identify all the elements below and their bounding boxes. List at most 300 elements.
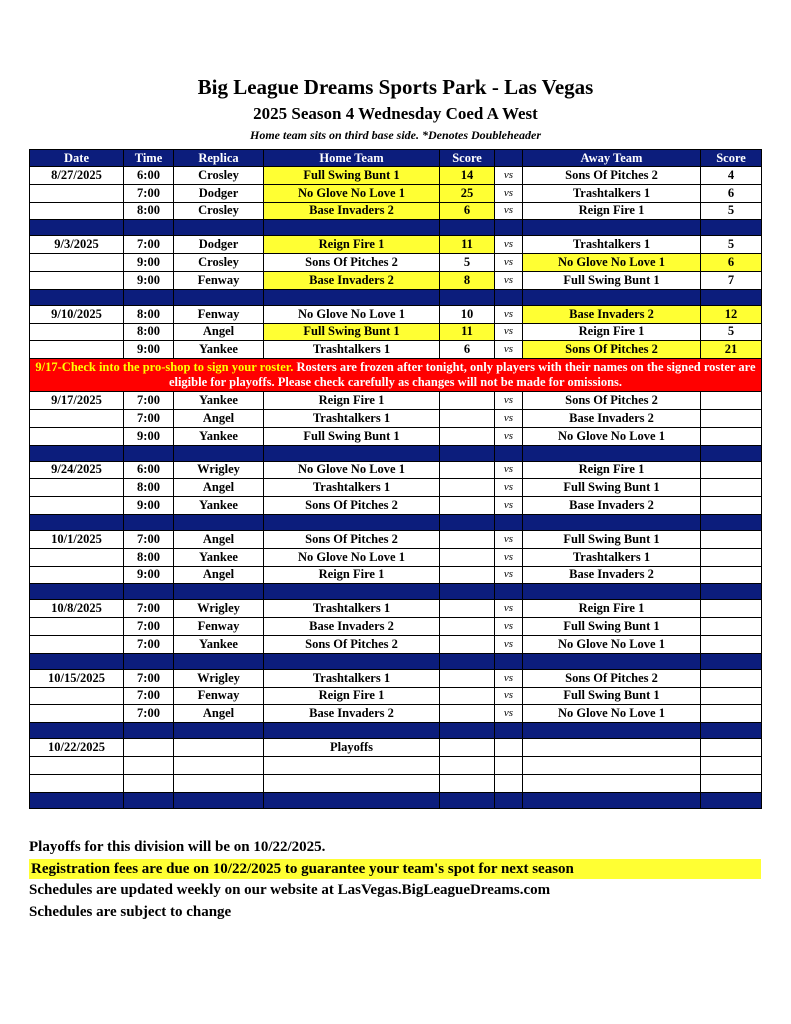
separator-cell <box>440 289 495 305</box>
game-replica: Dodger <box>174 236 264 254</box>
home-team: Base Invaders 2 <box>264 202 440 220</box>
game-row <box>30 305 762 323</box>
home-team: Reign Fire 1 <box>264 236 440 254</box>
game-row <box>30 548 762 566</box>
away-score <box>701 427 762 445</box>
game-time: 9:00 <box>124 566 174 584</box>
home-score <box>440 669 495 687</box>
vs-label <box>495 739 523 757</box>
separator-cell <box>30 653 124 669</box>
home-score <box>440 566 495 584</box>
game-row <box>30 427 762 445</box>
away-team: No Glove No Love 1 <box>523 427 701 445</box>
game-date <box>30 271 124 289</box>
separator-cell <box>495 723 523 739</box>
away-team: Full Swing Bunt 1 <box>523 479 701 497</box>
col-home-team-header: Home Team <box>264 150 440 167</box>
game-replica: Yankee <box>174 497 264 515</box>
away-score <box>701 548 762 566</box>
game-date <box>30 635 124 653</box>
game-time: 9:00 <box>124 254 174 272</box>
col-replica-header: Replica <box>174 150 264 167</box>
home-team: Reign Fire 1 <box>264 392 440 410</box>
separator-cell <box>174 584 264 600</box>
week-separator <box>30 723 762 739</box>
separator-cell <box>174 792 264 808</box>
game-replica <box>174 774 264 792</box>
away-score <box>701 566 762 584</box>
separator-cell <box>701 445 762 461</box>
game-row <box>30 497 762 515</box>
game-row <box>30 236 762 254</box>
game-date <box>30 756 124 774</box>
home-team: Full Swing Bunt 1 <box>264 323 440 341</box>
game-row <box>30 392 762 410</box>
home-score: 5 <box>440 254 495 272</box>
game-replica <box>174 739 264 757</box>
roster-notice-body: Rosters are frozen after tonight, only players with their names on the signed roster are eligible for playoffs. Please check carefully as changes will not be made for omissions. <box>168 360 756 390</box>
game-time: 7:00 <box>124 600 174 618</box>
separator-cell <box>701 792 762 808</box>
separator-cell <box>523 289 701 305</box>
page-title: Big League Dreams Sports Park - Las Vegas <box>197 75 594 99</box>
separator-cell <box>124 514 174 530</box>
away-score: 5 <box>701 323 762 341</box>
roster-notice-lead: 9/17-Check into the pro-shop to sign your roster. <box>35 360 294 375</box>
home-team: Base Invaders 2 <box>264 705 440 723</box>
separator-cell <box>440 653 495 669</box>
away-score: 6 <box>701 184 762 202</box>
game-row <box>30 461 762 479</box>
col-date-header: Date <box>30 150 124 167</box>
vs-label: vs <box>495 461 523 479</box>
away-team: Reign Fire 1 <box>523 461 701 479</box>
vs-label: vs <box>495 479 523 497</box>
home-team: Trashtalkers 1 <box>264 409 440 427</box>
game-replica: Angel <box>174 409 264 427</box>
away-team: Sons Of Pitches 2 <box>523 341 701 359</box>
separator-cell <box>440 584 495 600</box>
away-team: No Glove No Love 1 <box>523 635 701 653</box>
game-date <box>30 202 124 220</box>
away-team: No Glove No Love 1 <box>523 705 701 723</box>
separator-cell <box>264 653 440 669</box>
game-date: 9/3/2025 <box>30 236 124 254</box>
game-time: 7:00 <box>124 409 174 427</box>
away-team: Sons Of Pitches 2 <box>523 669 701 687</box>
away-score: 4 <box>701 167 762 185</box>
separator-cell <box>264 220 440 236</box>
away-score <box>701 600 762 618</box>
separator-cell <box>174 514 264 530</box>
separator-cell <box>523 723 701 739</box>
game-time: 7:00 <box>124 618 174 636</box>
separator-cell <box>495 792 523 808</box>
vs-label: vs <box>495 669 523 687</box>
separator-cell <box>701 723 762 739</box>
col-time-header: Time <box>124 150 174 167</box>
home-team: Sons Of Pitches 2 <box>264 254 440 272</box>
separator-cell <box>30 445 124 461</box>
home-score: 11 <box>440 236 495 254</box>
home-team: Sons Of Pitches 2 <box>264 497 440 515</box>
game-time: 8:00 <box>124 202 174 220</box>
game-row <box>30 479 762 497</box>
home-score <box>440 774 495 792</box>
home-score <box>440 705 495 723</box>
home-score <box>440 530 495 548</box>
separator-cell <box>174 220 264 236</box>
away-team: Full Swing Bunt 1 <box>523 687 701 705</box>
roster-notice-row <box>30 359 762 392</box>
vs-label: vs <box>495 236 523 254</box>
away-team: Full Swing Bunt 1 <box>523 618 701 636</box>
col-away-team-header: Away Team <box>523 150 701 167</box>
home-team: Trashtalkers 1 <box>264 669 440 687</box>
vs-label: vs <box>495 548 523 566</box>
game-replica: Angel <box>174 479 264 497</box>
home-score: 6 <box>440 202 495 220</box>
game-time: 9:00 <box>124 341 174 359</box>
vs-label: vs <box>495 497 523 515</box>
separator-cell <box>30 220 124 236</box>
game-row <box>30 600 762 618</box>
separator-cell <box>701 514 762 530</box>
game-row <box>30 669 762 687</box>
game-row <box>30 774 762 792</box>
game-replica: Yankee <box>174 635 264 653</box>
home-team-note: Home team sits on third base side. *Denotes Doubleheader <box>250 128 541 142</box>
away-team <box>523 756 701 774</box>
away-score <box>701 479 762 497</box>
separator-cell <box>124 445 174 461</box>
game-date <box>30 774 124 792</box>
vs-label: vs <box>495 409 523 427</box>
separator-cell <box>495 289 523 305</box>
game-row <box>30 271 762 289</box>
away-score: 6 <box>701 254 762 272</box>
game-replica: Yankee <box>174 392 264 410</box>
away-team: Sons Of Pitches 2 <box>523 392 701 410</box>
playoffs-note: Playoffs for this division will be on 10/22/2025. <box>29 839 326 855</box>
away-score: 7 <box>701 271 762 289</box>
away-team <box>523 774 701 792</box>
game-replica: Fenway <box>174 618 264 636</box>
separator-cell <box>701 220 762 236</box>
game-time: 7:00 <box>124 635 174 653</box>
game-time: 9:00 <box>124 427 174 445</box>
vs-label: vs <box>495 635 523 653</box>
game-date: 9/17/2025 <box>30 392 124 410</box>
game-date: 10/22/2025 <box>30 739 124 757</box>
separator-cell <box>701 584 762 600</box>
separator-cell <box>30 584 124 600</box>
separator-cell <box>523 653 701 669</box>
separator-cell <box>264 445 440 461</box>
game-replica: Dodger <box>174 184 264 202</box>
game-date <box>30 341 124 359</box>
away-team: Reign Fire 1 <box>523 600 701 618</box>
game-replica: Yankee <box>174 427 264 445</box>
away-score <box>701 461 762 479</box>
week-separator <box>30 514 762 530</box>
game-date <box>30 184 124 202</box>
vs-label <box>495 756 523 774</box>
game-row <box>30 687 762 705</box>
game-replica: Fenway <box>174 271 264 289</box>
game-time: 7:00 <box>124 687 174 705</box>
vs-label: vs <box>495 705 523 723</box>
game-date: 10/1/2025 <box>30 530 124 548</box>
game-time: 7:00 <box>124 392 174 410</box>
home-team: Full Swing Bunt 1 <box>264 427 440 445</box>
separator-cell <box>701 653 762 669</box>
away-team: Sons Of Pitches 2 <box>523 167 701 185</box>
separator-cell <box>495 584 523 600</box>
separator-cell <box>440 514 495 530</box>
away-team: Trashtalkers 1 <box>523 236 701 254</box>
separator-cell <box>264 792 440 808</box>
week-separator <box>30 220 762 236</box>
game-date: 9/24/2025 <box>30 461 124 479</box>
home-team: Reign Fire 1 <box>264 566 440 584</box>
away-team <box>523 739 701 757</box>
vs-label: vs <box>495 305 523 323</box>
game-date <box>30 409 124 427</box>
separator-cell <box>440 220 495 236</box>
game-row <box>30 254 762 272</box>
separator-cell <box>523 220 701 236</box>
separator-cell <box>174 653 264 669</box>
col-away-score-header: Score <box>701 150 762 167</box>
home-team: Full Swing Bunt 1 <box>264 167 440 185</box>
away-score <box>701 635 762 653</box>
game-date: 10/8/2025 <box>30 600 124 618</box>
game-replica: Angel <box>174 705 264 723</box>
separator-cell <box>523 514 701 530</box>
game-replica: Crosley <box>174 202 264 220</box>
separator-cell <box>440 792 495 808</box>
home-score: 10 <box>440 305 495 323</box>
separator-cell <box>124 723 174 739</box>
game-row <box>30 530 762 548</box>
separator-cell <box>174 445 264 461</box>
game-replica: Crosley <box>174 167 264 185</box>
week-separator <box>30 445 762 461</box>
roster-notice <box>30 359 762 392</box>
separator-cell <box>174 289 264 305</box>
away-score <box>701 618 762 636</box>
separator-cell <box>124 653 174 669</box>
game-replica: Wrigley <box>174 669 264 687</box>
separator-cell <box>495 514 523 530</box>
away-score <box>701 530 762 548</box>
separator-cell <box>124 289 174 305</box>
home-score: 6 <box>440 341 495 359</box>
home-team: Playoffs <box>264 739 440 757</box>
vs-label: vs <box>495 202 523 220</box>
game-replica: Angel <box>174 530 264 548</box>
game-row <box>30 739 762 757</box>
home-score <box>440 600 495 618</box>
game-date <box>30 548 124 566</box>
game-time: 7:00 <box>124 236 174 254</box>
game-replica: Angel <box>174 323 264 341</box>
home-score <box>440 392 495 410</box>
home-score <box>440 618 495 636</box>
game-time: 7:00 <box>124 705 174 723</box>
home-team: No Glove No Love 1 <box>264 461 440 479</box>
col-home-score-header: Score <box>440 150 495 167</box>
vs-label: vs <box>495 254 523 272</box>
game-time: 9:00 <box>124 271 174 289</box>
away-score: 12 <box>701 305 762 323</box>
separator-cell <box>264 289 440 305</box>
home-team: No Glove No Love 1 <box>264 184 440 202</box>
home-score <box>440 461 495 479</box>
separator-cell <box>523 584 701 600</box>
home-team: Trashtalkers 1 <box>264 600 440 618</box>
away-team: No Glove No Love 1 <box>523 254 701 272</box>
game-row <box>30 756 762 774</box>
game-replica: Yankee <box>174 341 264 359</box>
separator-cell <box>124 584 174 600</box>
home-score <box>440 739 495 757</box>
home-score <box>440 409 495 427</box>
game-replica: Angel <box>174 566 264 584</box>
game-row <box>30 167 762 185</box>
away-score <box>701 756 762 774</box>
separator-cell <box>30 514 124 530</box>
game-date: 10/15/2025 <box>30 669 124 687</box>
week-separator <box>30 289 762 305</box>
game-row <box>30 409 762 427</box>
vs-label <box>495 774 523 792</box>
game-time <box>124 774 174 792</box>
away-team: Base Invaders 2 <box>523 566 701 584</box>
game-date <box>30 687 124 705</box>
vs-label: vs <box>495 600 523 618</box>
game-time: 7:00 <box>124 184 174 202</box>
game-date: 9/10/2025 <box>30 305 124 323</box>
away-score <box>701 392 762 410</box>
separator-cell <box>440 723 495 739</box>
separator-cell <box>30 792 124 808</box>
away-score <box>701 497 762 515</box>
game-replica: Yankee <box>174 548 264 566</box>
away-team: Base Invaders 2 <box>523 497 701 515</box>
change-note: Schedules are subject to change <box>29 904 232 920</box>
game-date <box>30 497 124 515</box>
separator-cell <box>495 445 523 461</box>
website-note: Schedules are updated weekly on our website at LasVegas.BigLeagueDreams.com <box>29 882 551 898</box>
vs-label: vs <box>495 530 523 548</box>
game-replica: Fenway <box>174 687 264 705</box>
game-date <box>30 479 124 497</box>
game-row <box>30 323 762 341</box>
separator-cell <box>701 289 762 305</box>
separator-cell <box>523 445 701 461</box>
home-team: Sons Of Pitches 2 <box>264 635 440 653</box>
away-team: Full Swing Bunt 1 <box>523 271 701 289</box>
home-score: 14 <box>440 167 495 185</box>
away-score <box>701 739 762 757</box>
away-team: Full Swing Bunt 1 <box>523 530 701 548</box>
game-time: 7:00 <box>124 669 174 687</box>
vs-label: vs <box>495 392 523 410</box>
separator-cell <box>124 792 174 808</box>
vs-label: vs <box>495 271 523 289</box>
game-replica: Wrigley <box>174 600 264 618</box>
home-team: Reign Fire 1 <box>264 687 440 705</box>
game-replica: Wrigley <box>174 461 264 479</box>
game-date <box>30 566 124 584</box>
game-time: 8:00 <box>124 305 174 323</box>
home-score <box>440 548 495 566</box>
game-replica: Crosley <box>174 254 264 272</box>
home-score <box>440 635 495 653</box>
vs-label: vs <box>495 323 523 341</box>
away-score <box>701 409 762 427</box>
game-date: 8/27/2025 <box>30 167 124 185</box>
away-team: Trashtalkers 1 <box>523 184 701 202</box>
game-replica <box>174 756 264 774</box>
away-score <box>701 687 762 705</box>
away-score: 5 <box>701 236 762 254</box>
home-team: Base Invaders 2 <box>264 618 440 636</box>
week-separator <box>30 653 762 669</box>
game-time: 8:00 <box>124 323 174 341</box>
game-time: 7:00 <box>124 530 174 548</box>
game-replica: Fenway <box>174 305 264 323</box>
vs-label: vs <box>495 184 523 202</box>
game-date <box>30 705 124 723</box>
separator-cell <box>264 584 440 600</box>
home-score <box>440 497 495 515</box>
home-score <box>440 479 495 497</box>
schedule-table <box>29 149 762 809</box>
week-separator <box>30 792 762 808</box>
away-score <box>701 669 762 687</box>
home-team: Trashtalkers 1 <box>264 341 440 359</box>
game-time: 9:00 <box>124 497 174 515</box>
separator-cell <box>523 792 701 808</box>
game-row <box>30 202 762 220</box>
vs-label: vs <box>495 618 523 636</box>
home-team: No Glove No Love 1 <box>264 305 440 323</box>
home-team: Sons Of Pitches 2 <box>264 530 440 548</box>
game-date <box>30 427 124 445</box>
header-row <box>30 150 762 167</box>
week-separator <box>30 584 762 600</box>
separator-cell <box>495 220 523 236</box>
separator-cell <box>440 445 495 461</box>
game-time: 6:00 <box>124 461 174 479</box>
vs-label: vs <box>495 687 523 705</box>
game-time <box>124 756 174 774</box>
game-row <box>30 705 762 723</box>
game-date <box>30 618 124 636</box>
separator-cell <box>264 723 440 739</box>
separator-cell <box>495 653 523 669</box>
game-row <box>30 341 762 359</box>
separator-cell <box>30 289 124 305</box>
vs-label: vs <box>495 427 523 445</box>
game-row <box>30 566 762 584</box>
home-team: Base Invaders 2 <box>264 271 440 289</box>
home-score: 11 <box>440 323 495 341</box>
game-row <box>30 635 762 653</box>
